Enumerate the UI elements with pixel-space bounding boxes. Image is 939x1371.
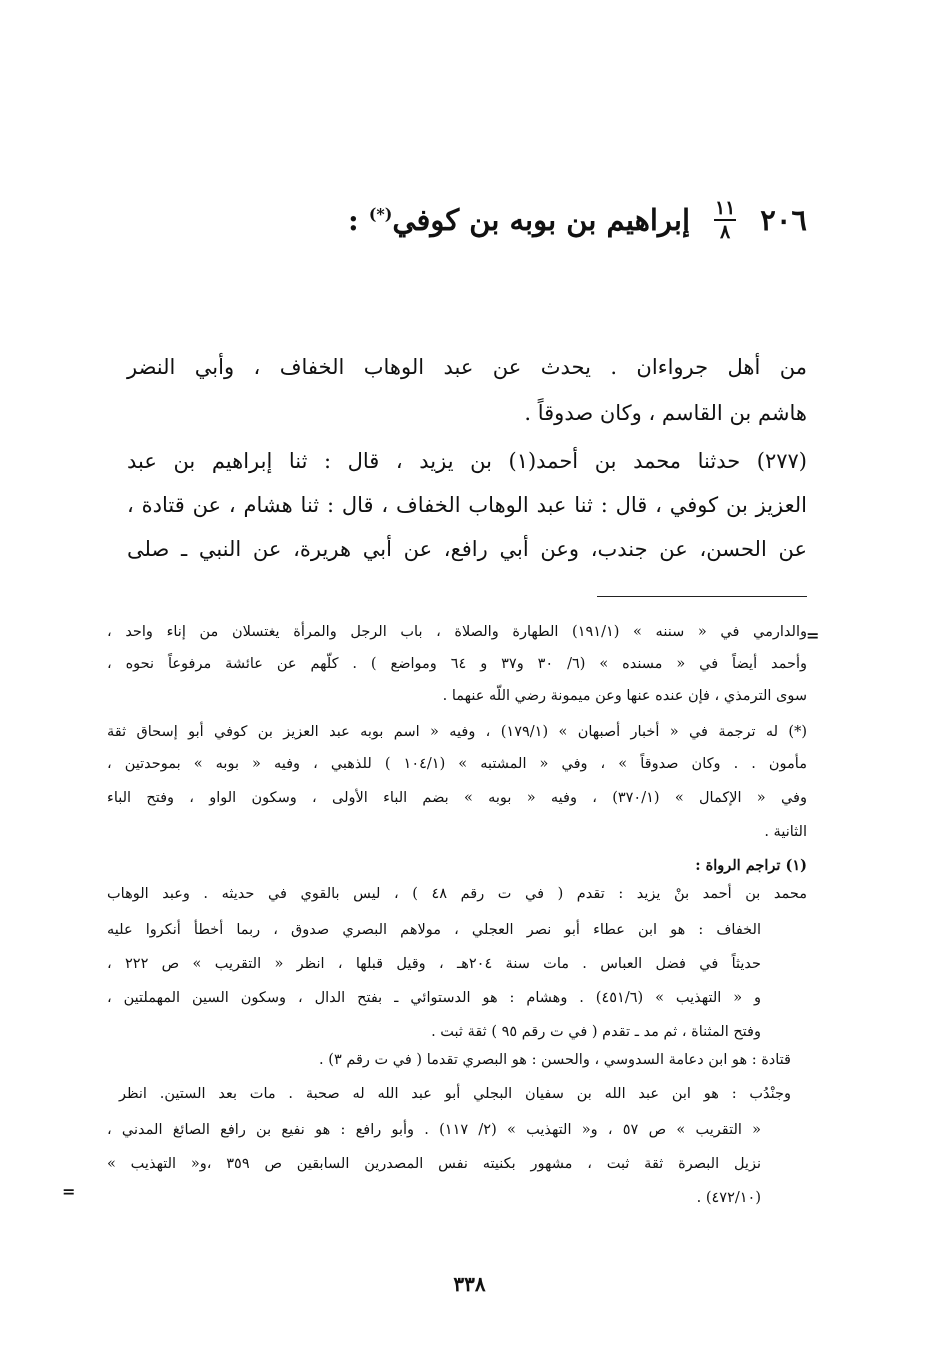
star-footnote-line: الثانية . bbox=[764, 824, 807, 840]
narrator-note-line: « التقريب » ص ٥٧ ، و« التهذيب » (٢/ ١١٧) . وأبو رافع : هو نفيع بن رافع الصائغ المدني ، bbox=[107, 1122, 761, 1138]
narrator-note-line: الخفاف : هو ابن عطاء أبو نصر العجلي ، مولاهم البصري صدوق ، ربما أخطأ أنكروا عليه bbox=[107, 922, 761, 938]
star-footnote-line: مأمون . . وكان صدوقاً » ، وفي « المشتبه » (١٠٤/١ ) للذهبي ، وفيه « بوبه » بموحدتين ، bbox=[107, 756, 807, 772]
entry-colon: : bbox=[348, 203, 359, 237]
footnote-line: والدارمي في « سننه » (١٩١/١) الطهارة والصلاة ، باب الرجل والمرأة يغتسلان من إناء واحد ، bbox=[107, 624, 807, 640]
footnote-marker-star: (*) bbox=[368, 204, 393, 224]
footnote-separator bbox=[597, 596, 807, 597]
fraction-bottom: ٨ bbox=[720, 221, 731, 243]
narrator-note-line: محمد بن أحمد بنْ يزيد : تقدم ( في ت رقم ٤٨ ) ، ليس بالقوي في حديثه . وعبد الوهاب bbox=[107, 886, 807, 902]
entry-title bbox=[348, 203, 690, 237]
footnote-line: سوى الترمذي ، فإن عنده عنها وعن ميمونة رضي اللّه عنهما . bbox=[442, 688, 807, 704]
fraction-top: ١١ bbox=[714, 197, 736, 219]
body-line: عن الحسن، عن جندب، وعن أبي رافع، عن أبي هريرة، عن النبي ـ صلى bbox=[127, 537, 807, 561]
body-line: العزيز بن كوفي ، قال : ثنا عبد الوهاب الخفاف ، قال : ثنا هشام ، عن قتادة ، bbox=[127, 493, 807, 517]
entry-heading bbox=[247, 198, 807, 268]
continuation-mark-bottom: = bbox=[62, 1182, 76, 1201]
body-line: من أهل جرواءان . يحدث عن عبد الوهاب الخفاف ، وأبي النضر bbox=[127, 355, 807, 379]
entry-name: إبراهيم بن بوبه بن كوفي bbox=[392, 203, 691, 237]
continuation-mark: = bbox=[806, 626, 820, 645]
footnote-line: وأحمد أيضاً في « مسنده » (٦/ ٣٠ و٣٧ و ٦٤ ومواضع ) . كلّهم عن عائشة مرفوعاً نحوه ، bbox=[107, 656, 807, 672]
narrator-note-line: وفتح المثناة ، ثم مد ـ تقدم ( في ت رقم ٩٥ ) ثقة ثبت . bbox=[431, 1024, 761, 1040]
star-footnote-line: (*) له ترجمة في « أخبار أصبهان » (١٧٩/١) ، وفيه « اسم بوبه عبد العزيز بن كوفي أبو إسحاق ثقة bbox=[107, 724, 807, 740]
body-line: هاشم بن القاسم ، وكان صدوقاً . bbox=[524, 401, 807, 425]
narrator-note-line: و « التهذيب » (٤٥١/٦) . وهشام : هو الدستوائي ـ بفتح الدال ، وسكون السين المهملتين ، bbox=[107, 990, 761, 1006]
narrator-note-line: قتادة : هو ابن دعامة السدوسي ، والحسن : هو البصري تقدما ( في ت رقم ٣) . bbox=[319, 1052, 791, 1068]
narrator-note-line: حديثاً في فضل العباس . مات سنة ٢٠٤هـ ، وقيل قبلها ، انظر « التقريب » ص ٢٢٢ ، bbox=[107, 956, 761, 972]
body-line: (٢٧٧) حدثنا محمد بن أحمد(١) بن يزيد ، قال : ثنا إبراهيم بن عبد bbox=[127, 449, 807, 473]
entry-number: ٢٠٦ bbox=[760, 203, 807, 237]
star-footnote-line: وفي « الإكمال » (٣٧٠/١) ، وفيه « بوبه » بضم الباء الأولى ، وسكون الواو ، وفتح الباء bbox=[107, 790, 807, 806]
narrator-note-line: (٤٧٢/١٠) . bbox=[696, 1190, 761, 1206]
narrator-note-line: نزيل البصرة ثقة ثبت ، مشهور بكنيته نفس المصدرين السابقين ص ٣٥٩ ،و« التهذيب » bbox=[107, 1156, 761, 1172]
page-number: ٣٣٨ bbox=[453, 1272, 486, 1296]
narrator-note-line: وجنْدُب : هو ابن عبد الله بن سفيان البجلي أبو عبد الله له صحبة . مات بعد الستين. انظر bbox=[119, 1086, 791, 1102]
entry-fraction bbox=[714, 198, 736, 242]
note1-heading: (١) تراجم الرواة : bbox=[695, 857, 807, 874]
